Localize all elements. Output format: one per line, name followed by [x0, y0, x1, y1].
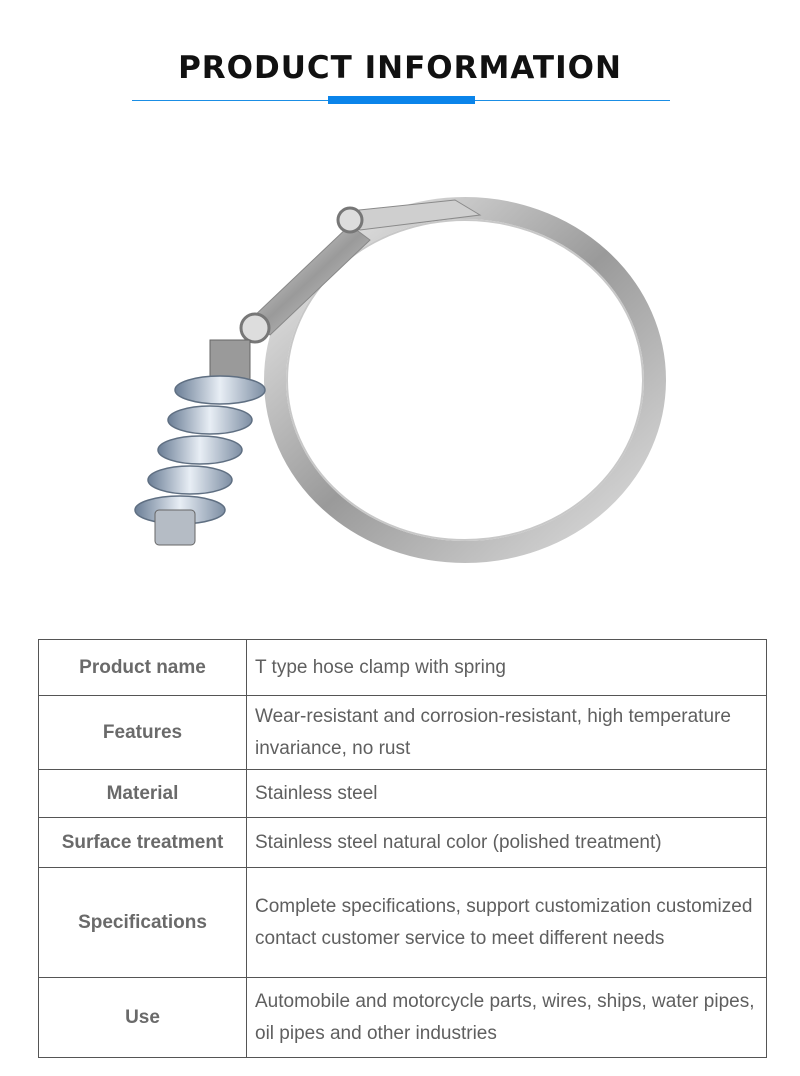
row-value: Stainless steel natural color (polished treatment) — [247, 818, 767, 868]
row-label: Material — [39, 770, 247, 818]
product-info-table — [38, 639, 767, 1058]
row-value: Wear-resistant and corrosion-resistant, high temperature invariance, no rust — [247, 696, 767, 770]
title-accent-bar — [328, 96, 475, 104]
row-label: Surface treatment — [39, 818, 247, 868]
table-row — [39, 770, 767, 818]
table-row — [39, 696, 767, 770]
row-value: Complete specifications, support customization customized contact customer service to meet different needs — [247, 868, 767, 978]
row-label: Product name — [39, 640, 247, 696]
table-row — [39, 818, 767, 868]
row-value: Automobile and motorcycle parts, wires, ships, water pipes, oil pipes and other industries — [247, 978, 767, 1058]
row-label: Specifications — [39, 868, 247, 978]
table-row — [39, 868, 767, 978]
row-label: Use — [39, 978, 247, 1058]
table-row — [39, 640, 767, 696]
table-row — [39, 978, 767, 1058]
row-value: Stainless steel — [247, 770, 767, 818]
product-image — [100, 170, 680, 600]
page-title: PRODUCT INFORMATION — [178, 50, 622, 86]
row-label: Features — [39, 696, 247, 770]
row-value: T type hose clamp with spring — [247, 640, 767, 696]
